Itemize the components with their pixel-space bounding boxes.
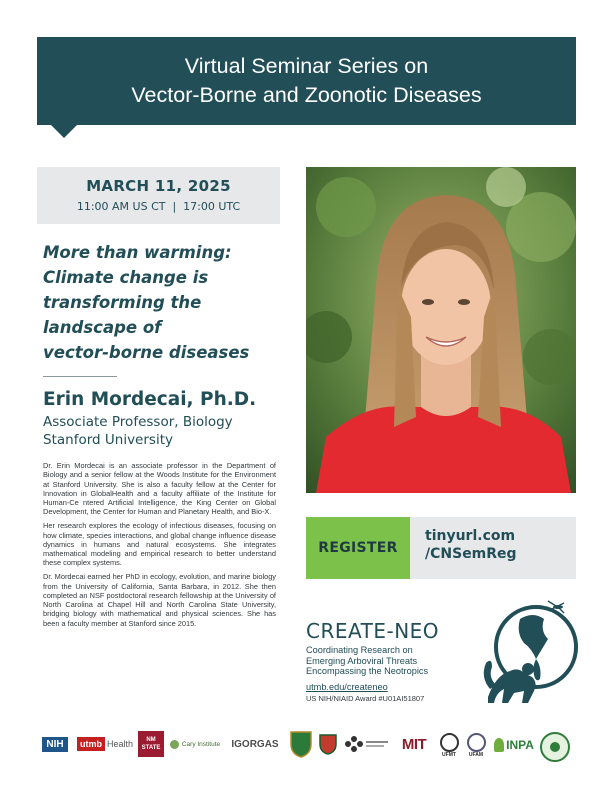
create-neo-subtitle-line: Coordinating Research on	[306, 645, 413, 655]
create-neo-subtitle	[306, 645, 486, 677]
banner-line-1: Virtual Seminar Series on	[184, 54, 429, 78]
inpa-logo	[492, 731, 536, 759]
speaker-role	[43, 414, 283, 449]
instituto-logo	[342, 733, 390, 755]
speaker-bio	[43, 461, 276, 633]
register-link[interactable]	[425, 527, 517, 563]
cary-institute-logo	[168, 735, 222, 753]
speaker-photo-illustration	[306, 167, 576, 493]
igorgas-logo-text: IGORGAS	[231, 738, 279, 750]
talk-title-line: Climate change is	[43, 268, 209, 287]
seminar-banner	[37, 37, 576, 125]
speaker-title: Associate Professor, Biology	[43, 414, 233, 430]
ufam-logo	[464, 730, 488, 760]
register-button[interactable]: REGISTER	[306, 517, 410, 579]
utmb-health-text: Health	[106, 739, 133, 749]
ufmt-logo-text: UFMT	[442, 751, 456, 758]
shield-crest-logo	[318, 733, 338, 755]
university-crest-logo	[288, 729, 314, 759]
mit-logo	[394, 733, 434, 755]
igorgas-logo	[226, 735, 284, 753]
talk-title-line: transforming the	[43, 293, 202, 312]
ufmt-logo	[438, 730, 460, 760]
register-link-line-1: tinyurl.com	[425, 528, 516, 544]
speaker-name: Erin Mordecai, Ph.D.	[43, 389, 257, 410]
register-link-line-2: /CNSemReg	[425, 546, 517, 562]
talk-title-line: More than warming:	[43, 243, 232, 262]
inpa-logo-text: INPA	[506, 738, 534, 752]
create-neo-subtitle-line: Emerging Arboviral Threats	[306, 655, 418, 666]
talk-title	[43, 240, 283, 365]
nih-logo-text: NIH	[42, 737, 67, 752]
round-seal-center-icon	[550, 742, 560, 752]
bio-paragraph: Dr. Erin Mordecai is an associate professor in the Department of Biology and a senior fellow at the Woods Institute for the Environment at Stanford University. She is also a faculty fellow at the Center for Innovation in GlobalHealth and a faculty affiliate of the Institute for Human-Ce ntered Artificial Intelligence, the King Center on Global Development, the Center for Human and Planetary Health, and Bio-X.	[43, 461, 276, 517]
create-neo-subtitle-line: Encompassing the Neotropics	[306, 666, 429, 676]
utmb-logo-text: utmb	[77, 737, 105, 751]
utmb-health-logo	[76, 735, 134, 753]
mit-logo-text: MIT	[401, 735, 427, 753]
banner-pointer	[51, 125, 77, 138]
speaker-photo	[306, 167, 576, 493]
divider	[43, 376, 117, 377]
nmstate-logo-text: NM STATE	[141, 737, 161, 751]
round-seal-logo	[540, 732, 570, 762]
nmstate-logo	[138, 731, 164, 757]
nih-logo	[38, 735, 72, 753]
inpa-leaf-icon	[494, 738, 504, 752]
bio-paragraph: Her research explores the ecology of infectious diseases, focusing on how climate, species interactions, and global change influence disease dynamics in humans and natural ecosystems. She integrates mathematical modeling and empirical research to better understand these complex systems.	[43, 521, 276, 568]
event-time: 11:00 AM US CT | 17:00 UTC	[76, 200, 241, 213]
bio-paragraph: Dr. Mordecai earned her PhD in ecology, evolution, and marine biology from the University of California, Santa Barbara, in 2012. She then completed an NSF postdoctoral research fellowship at the University of North Carolina at Chapel Hill and North Carolina State University, bridging biology with mathematical and physical sciences. She has been a faculty member at Stanford since 2015.	[43, 572, 276, 628]
award-number: US NIH/NIAID Award #U01AI51807	[306, 694, 425, 703]
ufmt-seal-icon	[440, 733, 459, 752]
speaker-institution: Stanford University	[43, 431, 173, 448]
talk-title-line: landscape of	[43, 318, 162, 337]
talk-title-line: vector-borne diseases	[43, 343, 250, 362]
partner-logos	[30, 727, 582, 763]
ufam-logo-text: UFAM	[468, 751, 484, 758]
create-neo-url[interactable]: utmb.edu/createneo	[306, 682, 388, 692]
banner-line-2: Vector-Borne and Zoonotic Diseases	[131, 83, 482, 107]
date-box	[37, 167, 280, 224]
cary-logo-text: Cary Institute	[181, 740, 221, 748]
event-date: MARCH 11, 2025	[86, 177, 231, 195]
create-neo-title: CREATE-NEO	[306, 619, 440, 643]
cary-leaf-icon	[170, 740, 179, 749]
create-neo-monkey-globe-logo	[478, 597, 582, 705]
ufam-seal-icon	[467, 733, 486, 752]
